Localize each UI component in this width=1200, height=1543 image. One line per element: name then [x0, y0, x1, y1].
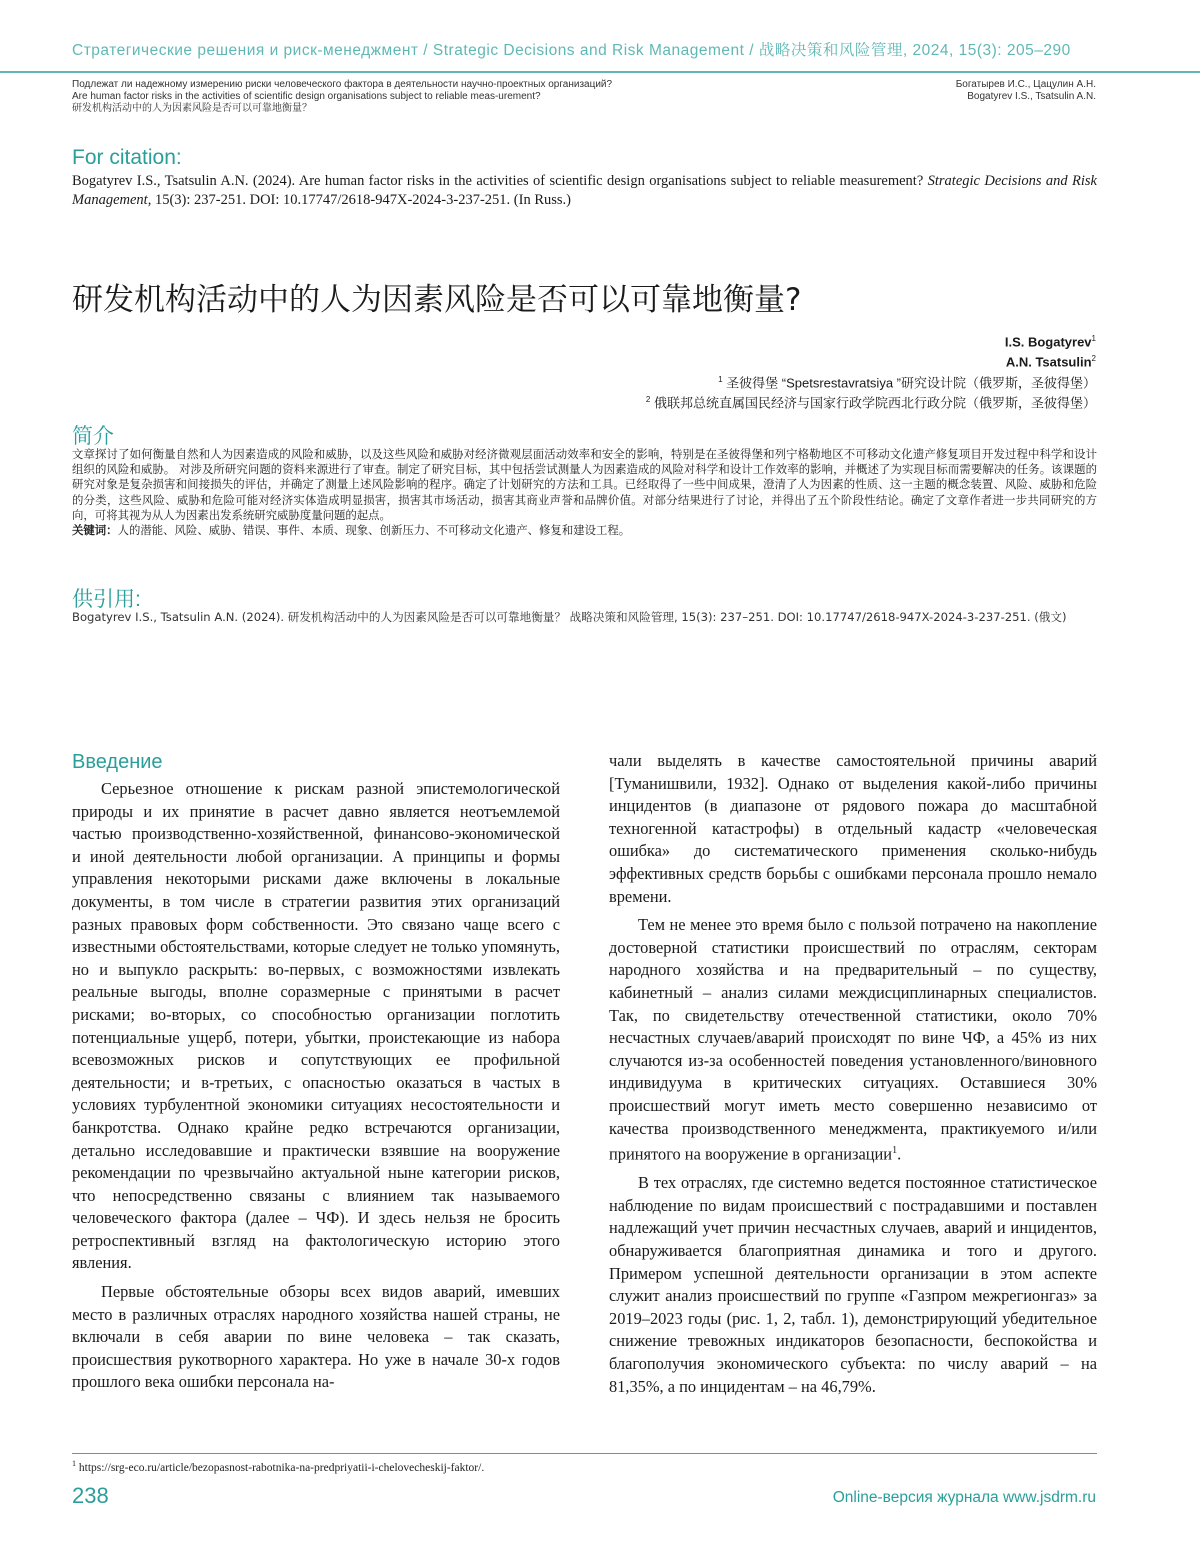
paragraph-2-continued: чали выделять в качестве самостоятельной причины аварий [Туманишвили, 1932]. Однако от выделения какой-либо причины инцидентов (в диапазоне от рядового пожара до масштабной техногенной катастрофы) в отдельный кадастр «человеческая ошибка» до систематического применения сколько-нибудь эффективных средств борьбы с ошибками персонала прошло немало времени. [609, 751, 1097, 906]
paragraph-3-text: Тем не менее это время было с пользой потрачено на накопление достоверной статистики происшествий по отраслям, секторам народного хозяйства и на предварительный – по существу, кабинетный – анализ силами междисциплинарных специалистов. Так, по свидетельству отечественной статистики, около 70% несчастных случаев/аварий происходят по вине ЧФ, а 45% из них случаются из-за особенностей поведения установленного/виновного индивидуума в критических ситуациях. Оставшиеся 30% происшествий могут иметь место совершенно независимо от качества производственного менеджмента, практикуемого и/или принятого на вооружение в организации [609, 915, 1097, 1164]
citation-en-heading: For citation: [72, 146, 182, 169]
citation-en-journal: Strategic Decisions and Risk Management [72, 173, 1097, 208]
footnote-ref-1[interactable]: 1 [892, 1145, 898, 1157]
footnote [72, 1459, 1097, 1474]
title-en: Are human factor risks in the activities of scientific design organisations subject to reliable meas-urement? [72, 91, 541, 102]
header-rule [0, 71, 1200, 73]
footnote-sup: 1 [72, 1459, 76, 1468]
article-titles [72, 79, 772, 115]
paragraph-3 [609, 914, 1097, 1166]
page-number: 238 [72, 1483, 109, 1508]
intro-heading: Введение [72, 751, 163, 773]
title-ru: Подлежат ли надежному измерению риски человеческого фактора в деятельности научно-проектных организаций? [72, 79, 613, 90]
citation-en-plain: Bogatyrev I.S., Tsatsulin A.N. (2024). Are human factor risks in the activities of scientific design organisations subject to reliable measurement? [72, 173, 928, 189]
paragraph-3-end: . [897, 1144, 902, 1164]
affiliation-1-sup: 1 [718, 374, 723, 384]
authors-en: Bogatyrev I.S., Tsatsulin A.N. [967, 91, 1096, 102]
citation-cn-heading: 供引用: [72, 588, 141, 611]
article-authors-header [796, 79, 1096, 103]
keywords: 人的潜能、风险、威胁、错误、事件、本质、现象、创新压力、不可移动文化遗产、修复和建设工程。 [117, 523, 631, 538]
abstract-text [72, 447, 1097, 538]
citation-en-text [72, 172, 1097, 210]
journal-url[interactable]: Online-версия журнала www.jsdrm.ru [832, 1489, 1096, 1506]
abstract-body: 文章探讨了如何衡量自然和人为因素造成的风险和威胁，以及这些风险和威胁对经济微观层面活动效率和安全的影响，特别是在圣彼得堡和列宁格勒地区不可移动文化遗产修复项目开发过程中科学和设计组织的风险和威胁。 对涉及所研究问题的资料来源进行了审查。制定了研究目标，其中包括尝试测量人为因素造成的风险对科学和设计工作效率的影响，并概述了为实现目标而需要解决的任务。该课题的研究对象是复杂损害和间接损失的评估，并确定了测量上述风险影响的程序。确定了计划研究的方法和工具。已经取得了一些中间成果，澄清了人为因素的性质、这一主题的概念装置、风险、威胁和危险的分类，这些风险、威胁和危险可能对经济实体造成明显损害，损害其市场活动，损害其商业声誉和品牌价值。对部分结果进行了讨论，并得出了五个阶段性结论。确定了文章作者进一步共同研究的方向，可将其视为从人为因素出发系统研究威胁度量问题的起点。 [72, 447, 1097, 522]
affiliation-2-sup: 2 [645, 394, 651, 404]
body-column-right [609, 750, 1097, 1404]
keywords-label: 关键词： [72, 523, 118, 538]
running-head: Стратегические решения и риск-менеджмент / Strategic Decisions and Risk Management / 战略决策和风险管理, 2024, 15(3): 205–290 [72, 42, 1071, 59]
citation-en-tail: , 15(3): 237-251. DOI: 10.17747/2618-947X-2024-3-237-251. (In Russ.) [147, 192, 571, 208]
paragraph-4: В тех отраслях, где системно ведется постоянное статистическое наблюдение по видам происшествий с пострадавшими и поставлен надлежащий учет причин несчастных случаев, аварий и инцидентов, обнаруживается благоприятная динамика и того и другого. Примером успешной деятельности организации в этом аспекте служит анализ происшествий по группе «Газпром межрегионгаз» за 2019–2023 годы (рис. 1, 2, табл. 1), демонстрирующий убедительное снижение тревожных индикаторов безопасности, беспокойства и благополучия экономического субъекта: по числу аварий – на 81,35%, а по инцидентам – на 46,79%. [609, 1173, 1097, 1396]
author-1-name: I.S. Bogatyrev [1004, 334, 1092, 350]
paragraph-2: Первые обстоятельные обзоры всех видов аварий, имевших место в различных отраслях народного хозяйства нашей страны, не включали в себя аварии по вине человека – так сказать, происшествия рукотворного характера. Но уже в начале 30-х годов прошлого века ошибки персонала на- [72, 1282, 560, 1392]
affiliation-1: 圣彼得堡 “Spetsrestavratsiya ”研究设计院（俄罗斯，圣彼得堡） [722, 374, 1096, 390]
author-1-sup: 1 [1091, 334, 1096, 343]
affiliation-2: 俄联邦总统直属国民经济与国家行政学院西北行政分院（俄罗斯，圣彼得堡） [650, 395, 1096, 411]
authors-block [396, 330, 1096, 411]
abstract-heading: 简介 [72, 425, 114, 448]
chinese-title: 研发机构活动中的人为因素风险是否可以可靠地衡量? [72, 282, 802, 318]
authors-ru: Богатырев И.С., Цацулин А.Н. [955, 79, 1096, 90]
footnote-link[interactable]: https://srg-eco.ru/article/bezopasnost-rabotnika-na-predpriyatii-i-chelovecheskij-faktor/. [76, 1461, 485, 1474]
paragraph-1: Серьезное отношение к рискам разной эпистемологической природы и их принятие в расчет давно является неотъемлемой частью производственно-хозяйственной, финансово-экономической и иной деятельности любой организации. А принципы и формы управления некоторыми рисками даже включены в локальные документы, в том числе в стратегии развития этих организаций разных правовых форм собственности. Это связано чаще всего с известными обстоятельствами, которые следует не только упомянуть, но и выпукло раскрыть: во-первых, с возможностями извлекать реальные выгоды, вполне соразмерные с принятыми в расчет рисками; во-вторых, со способностью организации поглотить потенциальные ущерб, потери, убытки, проистекающие из набора всевозможных рисков и сопутствующих ее профильной деятельности; и в-третьих, с опасностью оказаться в частых в условиях турбулентной экономики ситуациях несостоятельности и банкротства. Однако крайне редко встречаются организации, детально исследовавшие и практически взявшие на вооружение рекомендации по чрезвычайно актуальной ныне категории рисков, что непосредственно связаны с влиянием так называемого человеческого фактора (далее – ЧФ). И здесь нельзя не бросить ретроспективный взгляд на фактологическую историю этого явления. [72, 779, 560, 1273]
author-2-name: A.N. Tsatsulin [1005, 354, 1092, 370]
body-column-left [72, 750, 560, 1400]
footnote-rule [72, 1453, 1097, 1454]
citation-cn-text: Bogatyrev I.S., Tsatsulin A.N. (2024). 研发机构活动中的人为因素风险是否可以可靠地衡量？ 战略决策和风险管理, 15(3): 237–251. DOI: 10.17747/2618-947X-2024-3-237-251. (俄文) [72, 610, 1067, 624]
title-cn: 研发机构活动中的人为因素风险是否可以可靠地衡量？ [72, 103, 312, 114]
author-2-sup: 2 [1091, 354, 1096, 364]
